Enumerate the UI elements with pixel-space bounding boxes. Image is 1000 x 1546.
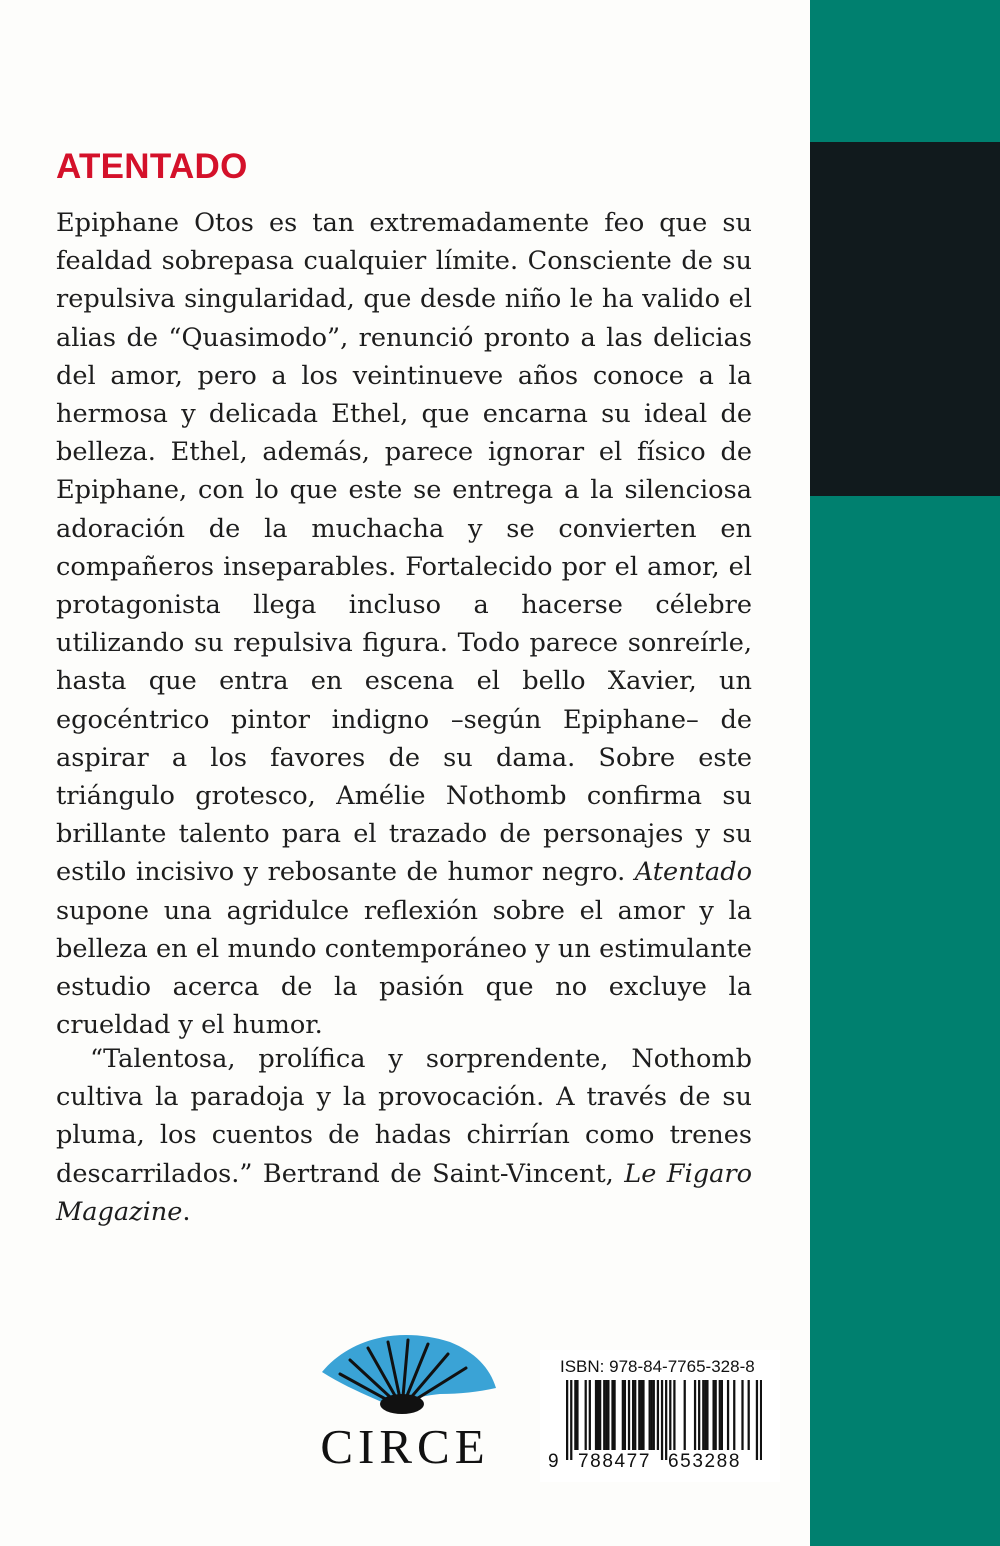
barcode-bar (760, 1380, 762, 1460)
fan-pivot (380, 1394, 424, 1414)
publisher-name: CIRCE (320, 1419, 490, 1474)
barcode-bar (634, 1380, 636, 1450)
barcode-bar (607, 1380, 609, 1450)
barcode-bar (599, 1380, 601, 1450)
barcode-bar (669, 1380, 671, 1450)
barcode-bar (566, 1380, 568, 1460)
synopsis-italic-title: Atentado (634, 857, 752, 888)
barcode-bar (721, 1380, 723, 1450)
barcode-left-digits: 788477 (578, 1451, 652, 1472)
barcode-bar (595, 1380, 597, 1450)
synopsis (56, 204, 752, 1044)
barcode-bar (657, 1380, 659, 1450)
barcode-bar (570, 1380, 572, 1460)
barcode-bar (605, 1380, 607, 1450)
barcode-bar (661, 1380, 663, 1460)
quote-source: Le Figaro Magazine (56, 1158, 753, 1227)
barcode-bar (576, 1380, 578, 1450)
barcode-bar (704, 1380, 706, 1450)
barcode-bar (706, 1380, 708, 1450)
press-quote (56, 1040, 752, 1231)
barcode-bar (640, 1380, 642, 1450)
barcode-bar (733, 1380, 735, 1450)
barcode-bar (684, 1380, 686, 1450)
publisher-logo (310, 1330, 500, 1480)
barcode-bar (741, 1380, 743, 1450)
barcode-bar (712, 1380, 714, 1450)
barcode-bar (603, 1380, 605, 1450)
synopsis-part-2: supone una agridulce reflexión sobre el amor y la belleza en el mundo contemporáneo y un estimulante estudio acerca de la pasión que no excluye la crueldad y el humor. (56, 895, 752, 1041)
barcode-bar (628, 1380, 630, 1450)
barcode-bar (574, 1380, 576, 1450)
barcode-first-digit: 9 (548, 1451, 559, 1472)
barcode-bar (632, 1380, 634, 1450)
barcode-bar (702, 1380, 704, 1450)
synopsis-part-1: Epiphane Otos es tan extremadamente feo que su fealdad sobrepasa cualquier límite. Consciente de su repulsiva singularidad, que desde niño le ha valido el alias de “Quasimodo”, renunció pronto a las delicias del amor, pero a los veintinueve años conoce a la hermosa y delicada Ethel, que encarna su ideal de belleza. Ethel, además, parece ignorar el físico de Epiphane, con lo que este se entrega a la silenciosa adoración de la muchacha y se convierten en compañeros inseparables. Fortalecido por el amor, el protagonista llega incluso a hacerse célebre utilizando su repulsiva figura. Todo parece sonreírle, hasta que entra en escena el bello Xavier, un egocéntrico pintor indigno –según Epiphane– de aspirar a los favores de su dama. Sobre este triángulo grotesco, Amélie Nothomb confirma su brillante talento para el trazado de personajes y su estilo incisivo y rebosante de humor negro. (56, 208, 752, 888)
barcode-bar (756, 1380, 758, 1460)
barcode-bar (585, 1380, 587, 1450)
barcode-bar (624, 1380, 626, 1450)
barcode-bar (665, 1380, 667, 1460)
barcode-bar (597, 1380, 599, 1450)
barcode-bar (649, 1380, 651, 1450)
quote-text: “Talentosa, prolífica y sorprendente, Nothomb cultiva la paradoja y la provocación. A través de su pluma, los cuentos de hadas chirrían como trenes descarrilados.” Bertrand de Saint-Vincent, (56, 1044, 752, 1189)
barcode-bar (589, 1380, 591, 1450)
book-title: ATENTADO (56, 147, 248, 186)
barcode-bar (642, 1380, 644, 1450)
barcode-bar (613, 1380, 615, 1450)
barcode-bar (748, 1380, 750, 1450)
barcode-bar (673, 1380, 675, 1450)
barcode-bars (566, 1380, 762, 1460)
barcode-bar (638, 1380, 640, 1450)
barcode-bar (694, 1380, 696, 1450)
barcode-right-digits: 653288 (668, 1451, 742, 1472)
barcode-bar (622, 1380, 624, 1450)
barcode-bar (611, 1380, 613, 1450)
barcode-bar (719, 1380, 721, 1450)
barcode-bar (651, 1380, 653, 1450)
isbn-label: ISBN: 978-84-7765-328-8 (560, 1357, 755, 1376)
barcode-bar (698, 1380, 700, 1450)
barcode-bar (715, 1380, 717, 1450)
barcode-bar (727, 1380, 729, 1450)
barcode-panel (540, 1350, 780, 1482)
barcode-bar (653, 1380, 655, 1450)
fan-icon (310, 1330, 500, 1420)
quote-end: . (182, 1196, 191, 1227)
spine-dark-block (810, 142, 1000, 496)
